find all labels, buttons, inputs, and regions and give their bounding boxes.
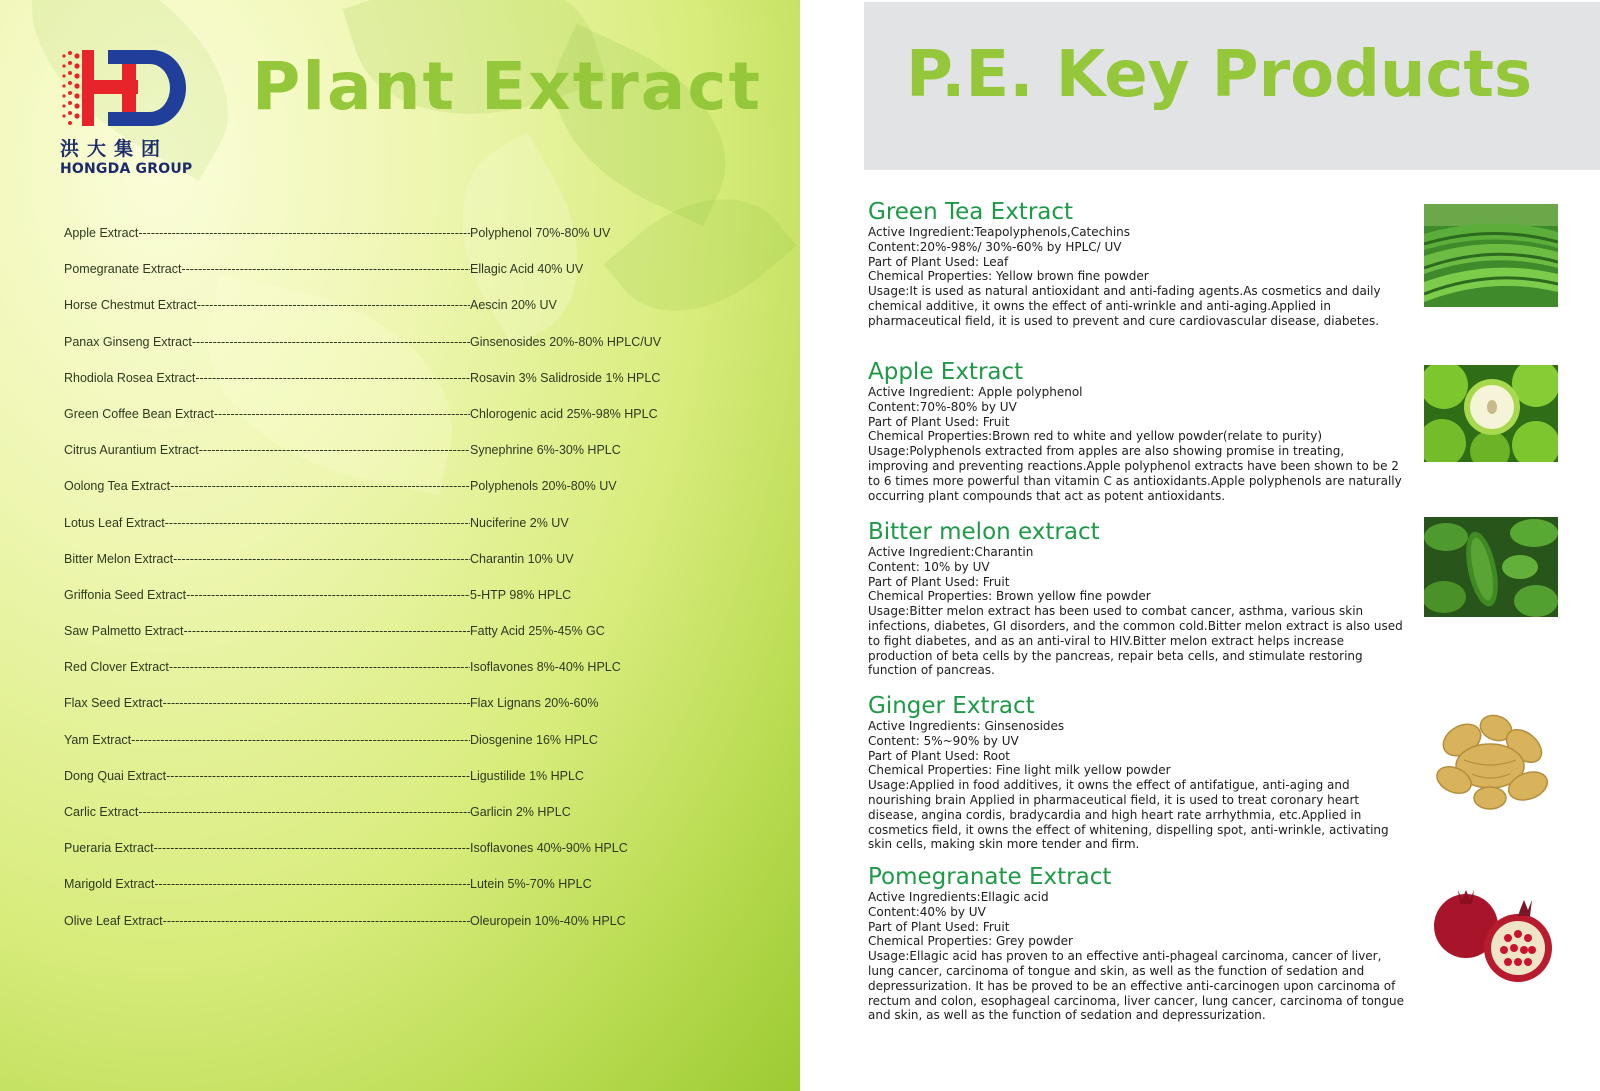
product-plant-part: Part of Plant Used: Root xyxy=(868,748,1011,763)
extract-row xyxy=(64,552,714,588)
extract-spec: Aescin 20% UV xyxy=(470,298,557,313)
extract-name: Olive Leaf Extract ----- xyxy=(64,914,470,928)
tea-plantation-photo xyxy=(1424,204,1558,307)
product-plant-part: Part of Plant Used: Leaf xyxy=(868,254,1009,269)
product-active-ingredient: Active Ingredient:Charantin xyxy=(868,545,1034,559)
product-name: Bitter melon extract xyxy=(868,519,1100,545)
extract-name: Carlic Extract ----- xyxy=(64,805,470,819)
product-chemical-properties: Chemical Properties:Brown red to white and yellow powder(relate to purity) xyxy=(868,429,1323,444)
extract-spec: Ligustilide 1% HPLC xyxy=(470,768,584,783)
product-chemical-properties: Chemical Properties: Brown yellow fine powder xyxy=(868,589,1151,604)
product-content: Content:70%-80% by UV xyxy=(868,399,1017,414)
extract-list xyxy=(64,226,714,950)
product-content: Content: 10% by UV xyxy=(868,559,990,574)
product-usage: Usage:Polyphenols extracted from apples are also showing promise in treating, improving and preventing reactions.Apple polyphenol extracts have been shown to be 2 to 6 times more powerful than vitamin C as antioxidants.Apple polyphenols are naturally occurring plant compounds that act as potent antioxidants. xyxy=(868,444,1402,503)
plant-extract-title: Plant Extract xyxy=(252,48,763,125)
extract-name: Flax Seed Extract ----- xyxy=(64,696,470,710)
extract-name: Oolong Tea Extract ----- xyxy=(64,479,470,493)
extract-spec: Garlicin 2% HPLC xyxy=(470,805,571,819)
extract-spec: Chlorogenic acid 25%-98% HPLC xyxy=(470,406,658,421)
extract-name: Red Clover Extract ----- xyxy=(64,660,470,674)
extract-spec: Isoflavones 8%-40% HPLC xyxy=(470,660,621,675)
extract-name: Lotus Leaf Extract ----- xyxy=(64,516,470,530)
green-apples-photo xyxy=(1424,365,1558,462)
extract-spec: Oleuropein 10%-40% HPLC xyxy=(470,913,626,928)
right-page xyxy=(800,0,1600,1091)
product-bitter-melon xyxy=(868,519,1408,678)
extract-row xyxy=(64,841,714,877)
extract-name: Marigold Extract ----- xyxy=(64,877,470,891)
extract-row xyxy=(64,262,714,298)
extract-row xyxy=(64,877,714,913)
extract-name: Green Coffee Bean Extract ----- xyxy=(64,407,470,421)
product-usage: Usage:Applied in food additives, it owns the effect of antifatigue, anti-aging and nourishing brain Applied in pharmaceutical field, it is used to treat coronary heart disease, angina cordis, bradycardia and high heart rate arrhythmia, etc.Applied in cosmetics field, it owns the effect of whitening, dispelling spot, anti-wrinkle, activating skin cells, making skin more tender and firm. xyxy=(868,778,1389,852)
extract-spec: Rosavin 3% Salidroside 1% HPLC xyxy=(470,370,661,385)
extract-spec: Fatty Acid 25%-45% GC xyxy=(470,624,605,639)
extract-row xyxy=(64,914,714,950)
extract-name: Saw Palmetto Extract ----- xyxy=(64,624,470,638)
product-chemical-properties: Chemical Properties: Fine light milk yellow powder xyxy=(868,763,1171,778)
product-active-ingredient: Active Ingredients:Ellagic acid xyxy=(868,890,1049,904)
extract-name: Dong Quai Extract ----- xyxy=(64,769,470,783)
ginger-root-photo xyxy=(1424,700,1558,822)
product-content: Content:20%-98%/ 30%-60% by HPLC/ UV xyxy=(868,239,1122,254)
extract-spec: Polyphenol 70%-80% UV xyxy=(470,226,611,240)
product-usage: Usage:Ellagic acid has proven to an effective anti-phageal carcinoma, cancer of liver, lung cancer, carcinoma of tongue and skin, as well as the function of sedation and depressurization. It has be proved to be an effective anti-carcinogen upon carcinoma of rectum and colon, esophageal carcinoma, liver cancer, lung cancer, carcinoma of tongue and skin, as well as the function of sedation and depressurization. xyxy=(868,949,1405,1023)
hongda-logo xyxy=(60,48,193,183)
extract-row xyxy=(64,733,714,769)
extract-row xyxy=(64,371,714,407)
product-apple xyxy=(868,359,1408,503)
product-active-ingredient: Active Ingredient:Teapolyphenols,Catechins xyxy=(868,225,1131,239)
extract-spec: Nuciferine 2% UV xyxy=(470,515,569,530)
extract-row xyxy=(64,407,714,443)
hd-logo-icon xyxy=(60,48,190,132)
extract-name: Pueraria Extract ----- xyxy=(64,841,470,855)
product-pomegranate xyxy=(868,864,1408,1023)
product-green-tea xyxy=(868,199,1408,329)
extract-row xyxy=(64,443,714,479)
product-active-ingredient: Active Ingredients: Ginsenosides xyxy=(868,719,1065,733)
product-name: Pomegranate Extract xyxy=(868,864,1112,890)
product-chemical-properties: Chemical Properties: Yellow brown fine powder xyxy=(868,269,1149,284)
extract-spec: Lutein 5%-70% HPLC xyxy=(470,877,592,892)
product-ginger xyxy=(868,693,1408,852)
extract-row xyxy=(64,226,714,262)
product-name: Ginger Extract xyxy=(868,693,1035,719)
extract-spec: Synephrine 6%-30% HPLC xyxy=(470,443,621,458)
key-products-title: P.E. Key Products xyxy=(906,38,1533,112)
extract-spec: Polyphenols 20%-80% UV xyxy=(470,479,617,494)
product-usage: Usage:Bitter melon extract has been used to combat cancer, asthma, various skin infections, diabetes, GI disorders, and the common cold.Bitter melon extract is also used to fight diabetes, and as an anti-viral to HIV.Bitter melon extract helps increase production of beta cells by the pancreas, repair beta cells, and stimulate restoring function of pancreas. xyxy=(868,604,1403,678)
product-content: Content: 5%~90% by UV xyxy=(868,733,1019,748)
extract-row xyxy=(64,516,714,552)
extract-spec: Diosgenine 16% HPLC xyxy=(470,732,598,747)
extract-name: Pomegranate Extract ----- xyxy=(64,262,470,276)
product-plant-part: Part of Plant Used: Fruit xyxy=(868,414,1010,429)
pomegranate-photo xyxy=(1424,870,1558,992)
product-chemical-properties: Chemical Properties: Grey powder xyxy=(868,934,1073,949)
logo-english-name: HONGDA GROUP xyxy=(60,161,193,177)
extract-name: Yam Extract ----- xyxy=(64,733,470,747)
extract-spec: Flax Lignans 20%-60% xyxy=(470,696,599,711)
extract-row xyxy=(64,298,714,334)
extract-row xyxy=(64,696,714,732)
extract-row xyxy=(64,769,714,805)
product-plant-part: Part of Plant Used: Fruit xyxy=(868,919,1010,934)
extract-name: Griffonia Seed Extract ----- xyxy=(64,588,470,602)
extract-row xyxy=(64,660,714,696)
extract-spec: Charantin 10% UV xyxy=(470,551,574,566)
product-name: Green Tea Extract xyxy=(868,199,1074,225)
product-plant-part: Part of Plant Used: Fruit xyxy=(868,574,1010,589)
product-active-ingredient: Active Ingredient: Apple polyphenol xyxy=(868,385,1083,399)
extract-spec: Ellagic Acid 40% UV xyxy=(470,262,584,277)
extract-name: Rhodiola Rosea Extract ----- xyxy=(64,371,470,385)
extract-spec: Ginsenosides 20%-80% HPLC/UV xyxy=(470,334,662,349)
extract-row xyxy=(64,805,714,841)
extract-name: Horse Chestmut Extract ----- xyxy=(64,298,470,312)
extract-name: Panax Ginseng Extract ----- xyxy=(64,335,470,349)
extract-spec: 5-HTP 98% HPLC xyxy=(470,587,572,602)
extract-name: Bitter Melon Extract ----- xyxy=(64,552,470,566)
product-name: Apple Extract xyxy=(868,359,1024,385)
extract-row xyxy=(64,479,714,515)
logo-chinese-name: 洪大集团 xyxy=(60,138,169,160)
extract-row xyxy=(64,588,714,624)
product-content: Content:40% by UV xyxy=(868,904,986,919)
extract-name: Citrus Aurantium Extract ----- xyxy=(64,443,470,457)
bitter-melon-photo xyxy=(1424,517,1558,617)
extract-row xyxy=(64,335,714,371)
extract-spec: Isoflavones 40%-90% HPLC xyxy=(470,841,628,856)
product-usage: Usage:It is used as natural antioxidant and anti-fading agents.As cosmetics and daily chemical additive, it owns the effect of anti-wrinkle and anti-aging.Applied in pharmaceutical field, it is used to prevent and cure cardiovascular disease, diabetes. xyxy=(868,284,1381,328)
extract-row xyxy=(64,624,714,660)
extract-name: Apple Extract ----- xyxy=(64,226,470,240)
